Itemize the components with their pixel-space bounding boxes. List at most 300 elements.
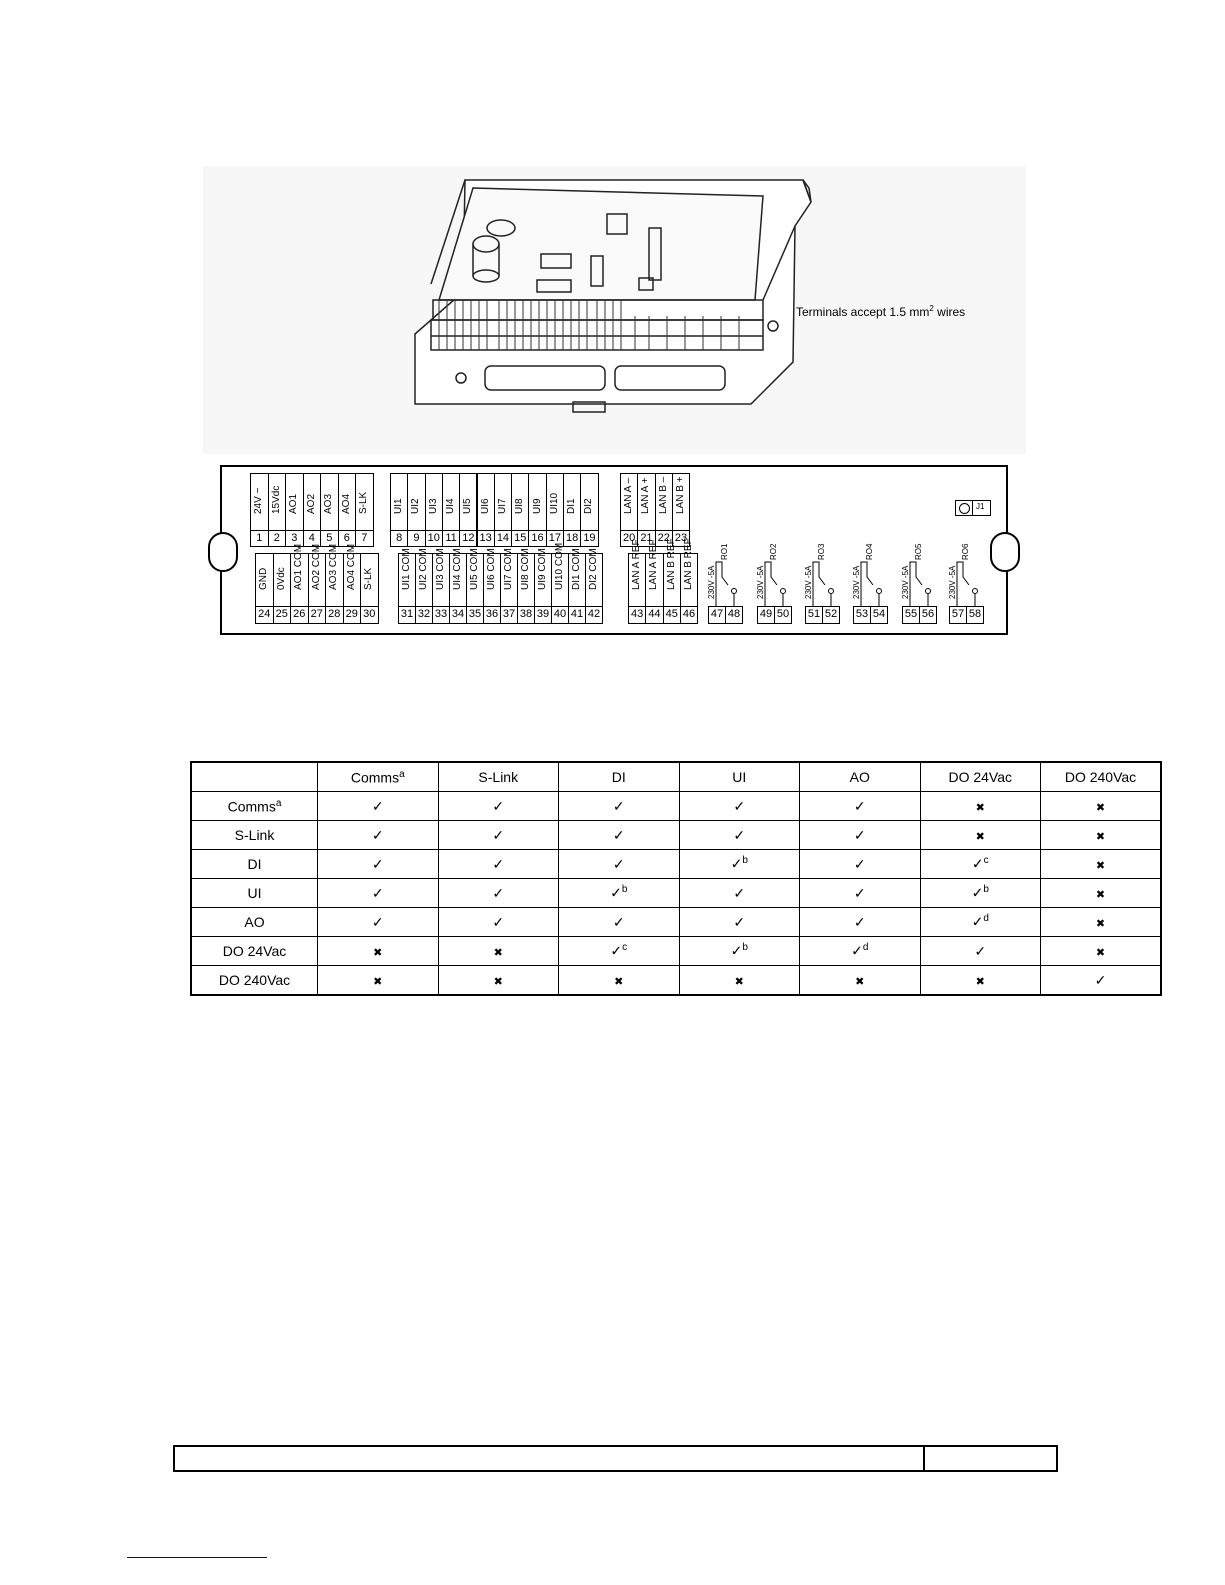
check-icon: ✓ [733,884,746,901]
terminal-label [250,473,269,531]
terminal-label [637,473,655,531]
row-header-text: DO 240Vac [218,972,291,988]
terminal-number: 21 [637,530,655,547]
terminal-number: 39 [534,606,552,624]
terminal-number: 6 [338,530,357,547]
cross-icon: ✖ [1095,918,1106,930]
compat-cell [318,937,439,966]
terminal-number: 31 [398,606,416,624]
terminal-label-text: AO3 [323,493,335,514]
terminal-label-text: S-LK [363,567,375,590]
terminal-number: 7 [355,530,374,547]
terminal-label-text: UI5 [462,498,474,514]
relay-name: RO5 [914,543,923,560]
cross-icon: ✖ [373,976,383,988]
column-header [438,762,559,792]
terminal-label-text: 15Vdc [270,485,282,514]
terminal-label-text: UI8 [514,498,526,514]
terminal-label-text: S-LK [358,491,370,514]
terminal-label-text: UI3 COM [435,548,446,590]
compat-cell [1041,792,1162,821]
terminal-number: 41 [568,606,586,624]
terminal-number: 15 [511,530,529,547]
jumper-circle-icon [959,503,970,514]
terminal-label-text: DI1 COM [571,548,582,590]
column-header-text: DO 240Vac [1064,769,1137,785]
compat-cell [679,850,800,879]
terminal-number: 40 [551,606,569,624]
terminal-label [680,538,698,607]
footer-divider [923,1447,925,1470]
controller-illustration [203,166,1026,454]
terminal-number: 27 [308,606,327,624]
terminal-number: 11 [442,530,460,547]
terminal-label-text: UI7 [496,498,508,514]
terminal-label [459,473,477,531]
relay-terminal-number: 55 [902,606,920,624]
check-icon: ✓ [492,855,505,872]
terminal-label-text: GND [258,567,270,590]
table-row [191,966,1161,996]
table-row [191,821,1161,850]
relay-contact-icon [861,562,882,606]
cross-icon: ✖ [493,976,503,988]
check-icon: ✓ [610,884,622,901]
compat-cell [318,908,439,937]
terminal-label [415,548,433,607]
wire-note-tail: wires [933,305,966,319]
jumper-label: J1 [976,502,985,511]
check-icon: ✓ [853,826,866,843]
terminal-label-text: AO2 [305,493,317,514]
check-icon: ✓ [730,942,743,959]
compat-cell [920,908,1041,937]
row-header-text: DO 24Vac [222,943,287,959]
footnote-marker: b [742,942,748,954]
cross-icon: ✖ [493,947,503,959]
terminal-number: 37 [500,606,518,624]
row-header [191,792,318,821]
terminal-label [517,548,535,607]
relay-terminal-number: 47 [708,606,726,624]
terminal-label [303,473,322,531]
io-compatibility-table [190,761,1162,996]
relay-contact-icon [765,562,786,606]
compat-cell [438,879,559,908]
relay-name: RO4 [865,543,874,560]
relay-contact-icon [957,562,978,606]
column-header-text: AO [849,769,870,785]
terminal-label [425,473,443,531]
check-icon: ✓ [371,797,384,814]
terminal-label-text: AO3 COM [328,543,340,590]
terminal-label [563,473,581,531]
terminal-number: 45 [663,606,681,624]
terminal-label-text: LAN B REF [683,538,695,590]
terminal-label [585,548,603,607]
row-header [191,937,318,966]
terminal-label [449,548,467,607]
terminal-label-text: UI2 COM [418,548,429,590]
terminal-number: 35 [466,606,484,624]
relay-terminal-number: 51 [805,606,823,624]
terminal-strip-diagram [220,465,1008,635]
terminal-label-text: LAN A REF [631,539,643,590]
relay-rating: 230V -5A [852,565,861,599]
footnote-marker: a [275,797,282,809]
terminal-label-text: 24V ~ [253,487,265,514]
compat-cell [559,821,680,850]
row-header [191,908,318,937]
terminal-label [442,473,460,531]
relay-rating: 230V -5A [707,565,716,599]
cross-icon: ✖ [1095,947,1106,959]
relay-contact-icon [716,562,737,606]
column-header [920,762,1041,792]
compat-cell [438,937,559,966]
terminal-label-text: LAN B – [657,476,669,514]
relay-contact-icon [813,562,834,606]
terminal-label-text: LAN A REF [648,539,660,590]
wire-size-note [796,304,965,319]
table-row [191,850,1161,879]
terminal-number: 18 [563,530,581,547]
terminal-number: 13 [477,530,495,547]
footnote-marker: c [983,855,989,867]
check-icon: ✓ [1094,971,1107,988]
footnote-marker: b [983,884,989,896]
table-header-row [191,762,1161,792]
cross-icon: ✖ [614,976,624,988]
terminal-label-text: UI4 [445,498,457,514]
compat-cell [800,879,921,908]
footnote-marker: a [399,768,405,780]
compat-cell [800,908,921,937]
terminal-label [360,553,379,607]
check-icon: ✓ [971,884,984,901]
row-header [191,821,318,850]
footnote-marker: b [621,884,628,896]
column-header [800,762,921,792]
check-icon: ✓ [853,913,866,930]
table-row [191,937,1161,966]
row-header-text: UI [247,885,262,901]
terminal-label-text: DI1 [566,498,578,514]
terminal-label [268,473,287,531]
terminal-number: 16 [528,530,546,547]
terminal-label-text: UI5 COM [469,548,480,590]
cross-icon: ✖ [1095,860,1106,872]
terminal-label [551,542,569,607]
terminal-label-text: 0Vdc [275,567,287,590]
jumper-j1 [955,500,991,516]
check-icon: ✓ [492,826,505,843]
terminal-number: 22 [655,530,673,547]
compat-cell [1041,937,1162,966]
check-icon: ✓ [371,855,384,872]
compat-cell [1041,850,1162,879]
terminal-label-text: UI8 COM [520,548,531,590]
column-header-text: DI [611,769,626,785]
relay-terminal-number: 52 [822,606,840,624]
check-icon: ✓ [733,797,746,814]
terminal-label [343,543,362,607]
relay-terminal-number: 56 [919,606,937,624]
terminal-number: 46 [680,606,698,624]
terminal-label [308,543,327,607]
cross-icon: ✖ [1095,889,1106,901]
column-header [191,762,318,792]
terminal-label-text: LAN A – [623,477,635,514]
terminal-label [546,473,564,531]
compat-cell [920,937,1041,966]
terminal-number: 30 [360,606,379,624]
cross-icon: ✖ [1095,831,1106,843]
terminal-number: 29 [343,606,362,624]
compat-cell [438,850,559,879]
terminal-label [620,473,638,531]
relay-name: RO6 [961,543,970,560]
relay-rating: 230V -5A [756,565,765,599]
relay-name: RO3 [817,543,826,560]
terminal-label [407,473,425,531]
relay-terminal-number: 49 [757,606,775,624]
terminal-label-text: UI1 [393,498,405,514]
compat-cell [559,850,680,879]
terminal-number: 12 [459,530,477,547]
compat-cell [679,908,800,937]
terminal-label-text: DI2 COM [588,548,599,590]
terminal-number: 42 [585,606,603,624]
check-icon: ✓ [612,797,625,814]
compat-cell [318,792,439,821]
cross-icon: ✖ [734,976,744,988]
terminal-label [432,548,450,607]
terminal-label-text: UI9 [531,498,543,514]
terminal-number: 25 [273,606,292,624]
terminal-label-text: UI9 COM [537,548,548,590]
compat-cell [1041,908,1162,937]
terminal-label [398,548,416,607]
terminal-number: 32 [415,606,433,624]
check-icon: ✓ [971,913,984,930]
terminal-label-text: UI7 COM [503,548,514,590]
terminal-number: 3 [285,530,304,547]
compat-cell [318,850,439,879]
wire-note-main: Terminals accept 1.5 mm [796,305,930,319]
terminal-label-text: AO4 COM [345,543,357,590]
column-header-text: S-Link [478,769,519,785]
terminal-label-text: UI1 COM [401,548,412,590]
check-icon: ✓ [733,826,746,843]
footnote-marker: c [622,942,628,954]
row-header [191,850,318,879]
column-header-text: DO 24Vac [948,769,1013,785]
column-header [1041,762,1162,792]
column-header [559,762,680,792]
relay-name: RO2 [769,543,778,560]
compat-cell [559,937,680,966]
terminal-label-text: UI10 COM [554,542,565,590]
compat-cell [318,821,439,850]
compat-cell [438,966,559,996]
terminal-label [255,553,274,607]
relay-rating: 230V -5A [804,565,813,599]
terminal-label [320,473,339,531]
terminal-number: 14 [494,530,512,547]
terminal-label-text: LAN B + [675,476,687,514]
terminal-number: 33 [432,606,450,624]
terminal-number: 9 [407,530,425,547]
relay-terminal-number: 58 [966,606,984,624]
check-icon: ✓ [853,797,866,814]
footnote-separator [127,1557,267,1558]
check-icon: ✓ [492,797,505,814]
terminal-label [580,473,598,531]
column-header-text: UI [732,769,747,785]
compat-cell [679,792,800,821]
table-row [191,792,1161,821]
terminal-label [500,548,518,607]
cross-icon: ✖ [855,976,865,988]
terminal-number: 17 [546,530,564,547]
relay-terminal-number: 50 [774,606,792,624]
terminal-number: 2 [268,530,287,547]
check-icon: ✓ [371,913,384,930]
terminal-label-text: AO2 COM [310,543,322,590]
terminal-label-text: UI6 COM [486,548,497,590]
relay-terminal-number: 57 [949,606,967,624]
compat-cell [800,937,921,966]
terminal-number: 44 [645,606,663,624]
terminal-number: 8 [390,530,408,547]
compat-cell [1041,879,1162,908]
column-header [679,762,800,792]
terminal-label-text: AO4 [340,493,352,514]
compat-cell [438,821,559,850]
terminal-number: 19 [580,530,598,547]
terminal-label [285,473,304,531]
compat-cell [679,966,800,996]
compat-cell [800,850,921,879]
terminal-number: 5 [320,530,339,547]
terminal-label [511,473,529,531]
terminal-label-text: LAN A + [640,477,652,514]
check-icon: ✓ [733,913,746,930]
terminal-label [568,548,586,607]
terminal-label-text: UI4 COM [452,548,463,590]
compat-cell [559,879,680,908]
compat-cell [920,850,1041,879]
check-icon: ✓ [851,942,863,959]
column-header-text: Comms [350,769,400,786]
compat-cell [559,908,680,937]
compat-cell [800,792,921,821]
terminal-label [655,473,673,531]
check-icon: ✓ [610,942,623,959]
compat-cell [1041,821,1162,850]
compat-cell [559,966,680,996]
check-icon: ✓ [612,855,625,872]
relay-rating: 230V -5A [901,565,910,599]
terminal-label-text: DI2 [583,498,595,514]
terminal-label [290,543,309,607]
terminal-label [645,539,663,607]
compat-cell [438,792,559,821]
cross-icon: ✖ [975,802,985,814]
terminal-label-text: AO1 COM [293,543,305,590]
compat-cell [1041,966,1162,996]
footnote-marker: d [862,942,869,954]
terminal-label [466,548,484,607]
compat-cell [318,966,439,996]
row-header [191,879,318,908]
row-header-text: AO [244,914,265,930]
terminal-number: 24 [255,606,274,624]
terminal-number: 10 [425,530,443,547]
terminal-number: 43 [628,606,646,624]
terminal-number: 26 [290,606,309,624]
check-icon: ✓ [492,884,505,901]
terminal-number: 36 [483,606,501,624]
terminal-label-text: AO1 [288,493,300,514]
table-row [191,879,1161,908]
check-icon: ✓ [371,826,384,843]
check-icon: ✓ [853,884,866,901]
terminal-label [534,548,552,607]
compat-cell [679,821,800,850]
compat-cell [920,792,1041,821]
check-icon: ✓ [612,913,625,930]
compat-cell [318,879,439,908]
terminal-number: 23 [672,530,690,547]
check-icon: ✓ [492,913,505,930]
compat-cell [559,792,680,821]
cross-icon: ✖ [975,831,985,843]
check-icon: ✓ [974,942,987,959]
compat-cell [679,937,800,966]
row-header [191,966,318,996]
terminal-label-text: UI2 [410,498,422,514]
terminal-label [494,473,512,531]
terminal-label-text: UI10 [548,492,560,514]
compat-cell [800,821,921,850]
terminal-label [390,473,408,531]
terminal-number: 34 [449,606,467,624]
compat-cell [920,966,1041,996]
terminal-label-text: LAN B REF [665,538,677,590]
row-header-text: S-Link [234,827,275,843]
cross-icon: ✖ [975,976,985,988]
terminal-label-text: UI3 [427,498,439,514]
relay-terminal-number: 53 [853,606,871,624]
relay-terminal-number: 48 [725,606,743,624]
terminal-number: 20 [620,530,638,547]
terminal-label [477,473,495,531]
compat-cell [679,879,800,908]
check-icon: ✓ [730,855,743,872]
terminal-number: 1 [250,530,269,547]
terminal-number: 38 [517,606,535,624]
relay-contact-icon [910,562,931,606]
terminal-label [672,473,690,531]
compat-cell [800,966,921,996]
terminal-label [273,553,292,607]
relay-name: RO1 [720,543,729,560]
relay-rating: 230V -5A [948,565,957,599]
terminal-label [528,473,546,531]
footnote-marker: d [983,913,989,925]
